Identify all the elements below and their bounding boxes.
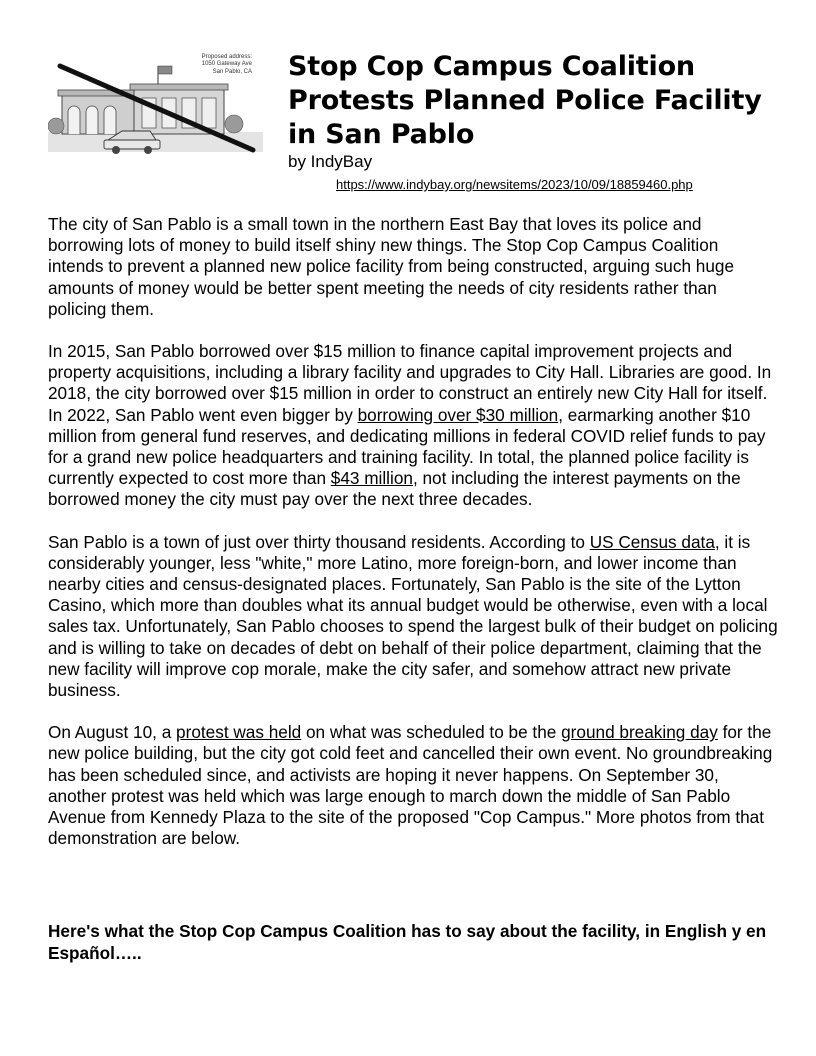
cost-link[interactable]: $43 million: [330, 468, 413, 489]
closing-statement: Here's what the Stop Cop Campus Coalition has to say about the facility, in English y en Español…..: [48, 921, 767, 963]
source-url-link[interactable]: https://www.indybay.org/newsitems/2023/10/09/18859460.php: [336, 177, 693, 192]
paragraph-text: on what was scheduled to be the: [301, 722, 562, 743]
census-data-link[interactable]: US Census data: [589, 531, 715, 552]
address-line: San Pablo, CA: [212, 68, 252, 75]
paragraph-text: In 2015, San Pablo borrowed over $15 million to finance capital improvement projects and property acquisitions, including a library facility and upgrades to City Hall. Libraries are good. In 2018, the city borrowed over $15 million in order to construct an entirely new City Hall for itself. In 2022, San Pablo went even bigger by: [48, 341, 772, 425]
article-title: Stop Cop Campus Coalition Protests Planned Police Facility in San Pablo: [288, 51, 762, 150]
address-line: 1050 Gateway Ave: [201, 61, 252, 68]
paragraph-text: for the new police building, but the city got cold feet and cancelled their own event. No groundbreaking has been scheduled since, and activists are hoping it never happens. On September 30, another protest was held which was large enough to march down the middle of San Pablo Avenue from Kennedy Plaza to the site of the proposed "Cop Campus." More photos from that demonstration are below.: [48, 722, 773, 849]
paragraph: [48, 341, 778, 511]
protest-link[interactable]: protest was held: [176, 722, 302, 743]
paragraph-text: , not including the interest payments on the borrowed money the city must pay over the next three decades.: [48, 468, 741, 510]
paragraph-text: On August 10, a: [48, 722, 177, 743]
article-body: [48, 214, 778, 870]
article-header: [0, 0, 816, 200]
paragraph: [48, 532, 778, 702]
borrowing-link[interactable]: borrowing over $30 million: [357, 404, 559, 425]
ground-breaking-link[interactable]: ground breaking day: [561, 722, 718, 743]
paragraph: [48, 722, 778, 849]
byline: by IndyBay: [288, 152, 373, 171]
paragraph-text: , earmarking another $10 million from general fund reserves, and dedicating millions in federal COVID relief funds to pay for a grand new police headquarters and training facility. In total, the planned police facility is currently expected to cost more than: [48, 404, 766, 489]
address-line: Proposed address:: [201, 54, 252, 60]
paragraph-text: The city of San Pablo is a small town in the northern East Bay that loves its police and borrowing lots of money to build itself shiny new things. The Stop Cop Campus Coalition intends to prevent a planned new police facility from being constructed, arguing such huge amounts of money would be better spent meeting the needs of city residents rather than policing them.: [48, 214, 735, 319]
proposed-address-caption: [176, 54, 252, 76]
paragraph: [48, 214, 778, 320]
paragraph-text: , it is considerably younger, less "white," more Latino, more foreign-born, and lower income than nearby cities and census-designated places. Fortunately, San Pablo is the site of the Lytton Casino, which more than doubles what its annual budget would be otherwise, even with a local sales tax. Unfortunately, San Pablo chooses to spend the largest bulk of their budget on policing and is willing to take on decades of debt on behalf of their police department, claiming that the new facility will improve cop morale, make the city safer, and somehow attract new private business.: [48, 531, 778, 701]
paragraph-text: San Pablo is a town of just over thirty thousand residents. According to: [48, 531, 590, 552]
